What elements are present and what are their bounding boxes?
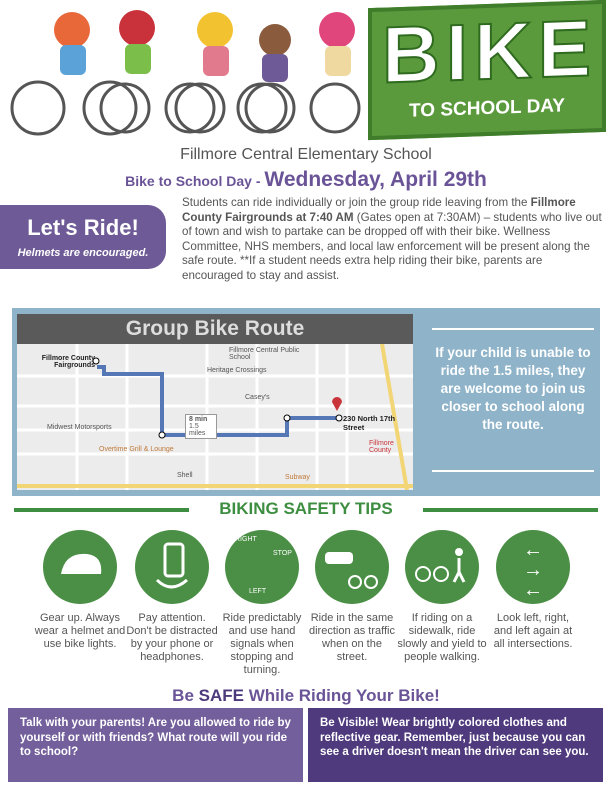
- helmet-note: Helmets are encouraged.: [17, 247, 149, 259]
- safety-tips-heading: [14, 498, 598, 520]
- map-place: Overtime Grill & Lounge: [99, 446, 174, 453]
- kids-on-bikes-illustration: [0, 0, 380, 140]
- map-place: Subway: [285, 474, 310, 481]
- lets-ride-box: [0, 205, 166, 269]
- signal-label: STOP: [273, 550, 292, 557]
- be-visible-box: Be Visible! Wear brightly colored clothes and reflective gear. Remember, just because you can see a driver doesn't mean the driver can see you.: [308, 708, 603, 782]
- signal-label: RIGHT: [235, 536, 257, 543]
- map-place: Midwest Motorsports: [47, 424, 112, 431]
- tip-item: [487, 530, 579, 651]
- intro-paragraph: [182, 196, 602, 284]
- map-title: Group Bike Route: [17, 314, 413, 344]
- hand-signals-icon: [225, 530, 299, 604]
- helmet-icon: [43, 530, 117, 604]
- destination-pin-icon: [332, 397, 342, 411]
- route-map: [17, 314, 413, 490]
- safety-tips-title: BIKING SAFETY TIPS: [219, 499, 393, 518]
- route-distance: 1.5 miles: [189, 423, 206, 437]
- tip-text: If riding on a sidewalk, ride slowly and yield to people walking.: [397, 612, 487, 663]
- route-info-callout: [185, 414, 217, 439]
- event-date: Wednesday, April 29th: [264, 168, 487, 191]
- tip-text: Gear up. Always wear a helmet and use bike lights.: [34, 612, 126, 650]
- tip-text: Look left, right, and left again at all intersections.: [493, 612, 573, 650]
- route-time: 8 min: [189, 416, 208, 423]
- intro-text: Students can ride individually or join the group ride leaving from the: [182, 196, 531, 209]
- phone-icon: [135, 530, 209, 604]
- tip-text: Pay attention. Don't be distracted by your phone or headphones.: [126, 612, 218, 663]
- intro-text-rest: (Gates open at 7:30AM) – students who live out of town and wish to partake can be dropped off with their bike. Wellness Committee, NHS members, and local law enforcement will be present along the safe route. **If a student needs extra help riding their bike, parents are encouraged to stay and assist.: [182, 210, 602, 282]
- school-name: Fillmore Central Elementary School: [180, 146, 432, 163]
- logo-bike-text: BIKE: [382, 3, 598, 100]
- signal-label: LEFT: [249, 588, 267, 595]
- safe-pre: Be: [172, 686, 199, 705]
- tip-item: [34, 530, 126, 651]
- intro-location-time: Fillmore County Fairgrounds at 7:40 AM: [182, 196, 576, 224]
- tip-text: Ride in the same direction as traffic when on the street.: [308, 612, 395, 663]
- safe-post: While Riding Your Bike!: [243, 686, 440, 705]
- logo-subtitle: TO SCHOOL DAY: [409, 95, 565, 122]
- tip-item: [306, 530, 398, 664]
- be-safe-heading: [0, 686, 612, 706]
- tip-item: [126, 530, 218, 664]
- event-subtitle: [0, 168, 612, 192]
- map-place: Shell: [177, 472, 193, 479]
- arrows-icon: ← → ←: [496, 530, 570, 604]
- map-place: Fillmore County: [369, 440, 394, 454]
- tip-item: [216, 530, 308, 677]
- tip-item: [396, 530, 488, 664]
- distance-note: If your child is unable to ride the 1.5 miles, they are welcome to join us closer to school along the route.: [432, 328, 594, 472]
- safe-bold: SAFE: [198, 686, 244, 705]
- talk-with-parents-box: Talk with your parents! Are you allowed to ride by yourself or with friends? What route will you ride to school?: [8, 708, 303, 782]
- tip-text: Ride predictably and use hand signals when stopping and turning.: [222, 612, 302, 676]
- map-place: Fillmore Central Public School: [229, 347, 300, 361]
- lets-ride-title: Let's Ride!: [27, 215, 139, 240]
- map-start-label: Fillmore County Fairgrounds: [41, 355, 95, 369]
- bike-pedestrian-icon: [405, 530, 479, 604]
- car-bike-icon: [315, 530, 389, 604]
- map-end-label: 230 North 17th Street: [343, 414, 396, 432]
- event-name: Bike to School Day -: [125, 173, 265, 189]
- map-place: Heritage Crossings: [207, 367, 267, 374]
- bike-to-school-day-logo: [368, 0, 606, 140]
- route-panel: [12, 308, 600, 496]
- map-place: Casey's: [245, 394, 270, 401]
